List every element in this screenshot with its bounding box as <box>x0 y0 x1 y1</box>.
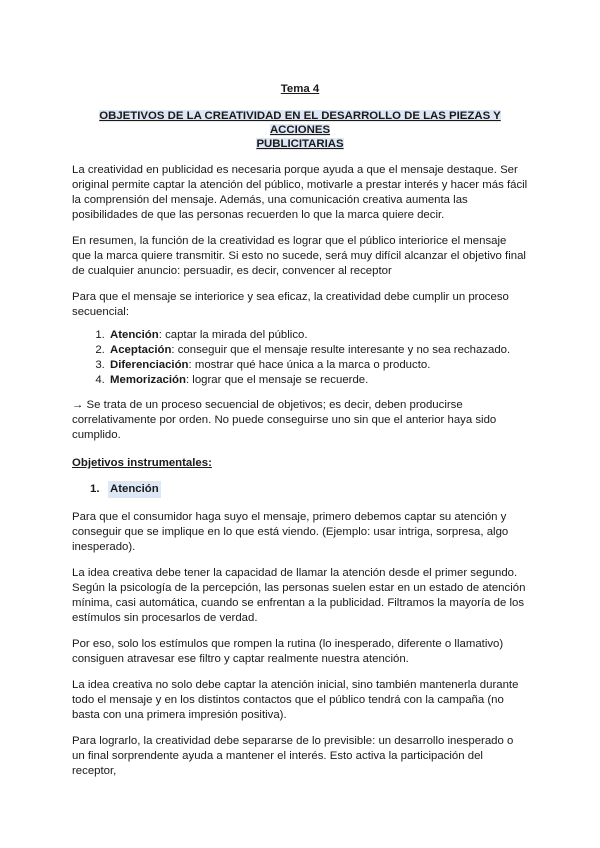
title-line-2: PUBLICITARIAS <box>256 138 344 150</box>
attention-paragraph-5: Para lograrlo, la creatividad debe separarse de lo previsible: un desarrollo inesperado o un final sorprendente ayuda a mantener el interés. Esto activa la participación del receptor, <box>72 735 514 777</box>
list-item-desc: : mostrar qué hace única a la marca o producto. <box>188 359 431 371</box>
intro-paragraph: La creatividad en publicidad es necesaria porque ayuda a que el mensaje destaque. Ser original permite captar la atención del público, motivarle a prestar interés y hacer más fácil la comprensión del mensaje. Además, una comunicación creativa aumenta las posibilidades de que las personas recuerden lo que la marca quiere decir. <box>72 164 528 221</box>
section-label: Atención <box>108 481 161 498</box>
sequence-note: → Se trata de un proceso secuencial de objetivos; es decir, deben producirse correlativamente por orden. No puede conseguirse uno sin que el anterior haya sido cumplido. <box>72 399 497 441</box>
title-line-1: OBJETIVOS DE LA CREATIVIDAD EN EL DESARROLLO DE LAS PIEZAS Y ACCIONES <box>99 110 501 136</box>
attention-paragraph-2: La idea creativa debe tener la capacidad de llamar la atención desde el primer segundo. Según la psicología de la percepción, las personas suelen estar en un estado de atención mínima, casi automática, cuando se enfrentan a la publicidad. Filtramos la mayoría de los estímulos sin procesarlos de verdad. <box>72 567 526 624</box>
list-item-term: Diferenciación <box>110 359 189 371</box>
attention-paragraph-1: Para que el consumidor haga suyo el mensaje, primero debemos captar su atención y conseguir que se implique en lo que está viendo. (Ejemplo: usar intriga, sorpresa, algo inesperado). <box>72 511 509 553</box>
list-item <box>108 373 528 388</box>
document-page <box>72 82 528 790</box>
list-item <box>108 343 528 358</box>
summary-paragraph: En resumen, la función de la creatividad es lograr que el público interiorice el mensaje que la marca quiere transmitir. Si esto no sucede, será muy difícil alcanzar el objetivo final de cualquier anuncio: persuadir, es decir, convencer al receptor <box>72 235 526 277</box>
list-item <box>108 358 528 373</box>
list-item-desc: : lograr que el mensaje se recuerde. <box>185 374 369 386</box>
topic-heading: Tema 4 <box>280 83 320 95</box>
document-title <box>72 109 528 151</box>
attention-paragraph-3: Por eso, solo los estímulos que rompen la rutina (lo inesperado, diferente o llamativo) consiguen atravesar ese filtro y captar realmente nuestra atención. <box>72 638 504 665</box>
instrumental-heading: Objetivos instrumentales: <box>72 457 212 469</box>
section-number: 1. <box>90 483 100 495</box>
list-item-term: Memorización <box>110 374 186 386</box>
section-title-attention <box>90 481 528 498</box>
list-item-desc: : captar la mirada del público. <box>158 329 308 341</box>
process-paragraph: Para que el mensaje se interiorice y sea eficaz, la creatividad debe cumplir un proceso secuencial: <box>72 291 509 318</box>
attention-paragraph-4: La idea creativa no solo debe captar la atención inicial, sino también mantenerla durante todo el mensaje y en los distintos contactos que el público tendrá con la campaña (no basta con una primera impresión positiva). <box>72 679 519 721</box>
list-item-term: Aceptación <box>110 344 172 356</box>
list-item-term: Atención <box>110 329 159 341</box>
list-item-desc: : conseguir que el mensaje resulte interesante y no sea rechazado. <box>171 344 511 356</box>
list-item <box>108 328 528 343</box>
objectives-list <box>72 328 528 388</box>
